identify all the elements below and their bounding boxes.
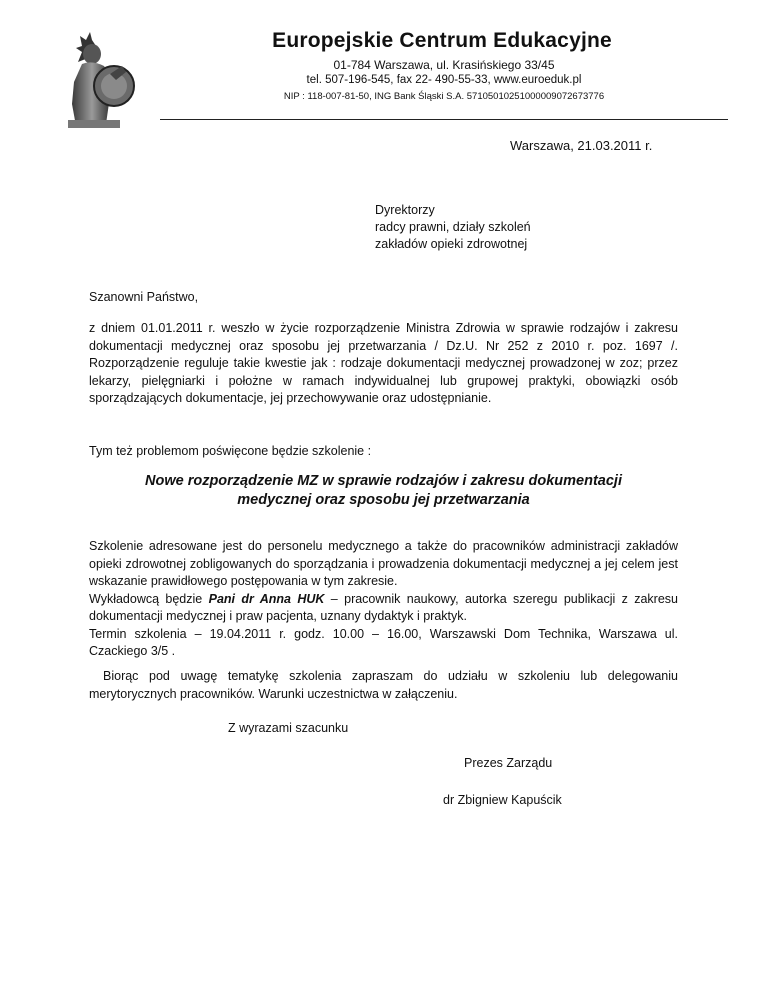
lecturer-name: Pani dr Anna HUK [208, 591, 325, 606]
header-address: 01-784 Warszawa, ul. Krasińskiego 33/45 [333, 58, 555, 72]
schedule-text: Termin szkolenia – 19.04.2011 r. godz. 10.00 – 16.00, Warszawski Dom Technika, Warszawa ul. Czackiego 3/5 . [89, 626, 678, 658]
training-title-line: medycznej oraz sposobu jej przetwarzania [237, 492, 530, 508]
paragraph-training-details [89, 538, 678, 661]
signatory-title: Prezes Zarządu [464, 756, 553, 770]
header-divider [160, 119, 728, 120]
letter-date: Warszawa, 21.03.2011 r. [510, 138, 653, 153]
recipient-line: zakładów opieki zdrowotnej [375, 237, 528, 251]
closing-phrase: Z wyrazami szacunku [228, 721, 349, 735]
lecturer-description: – pracownik naukowy, autorka szeregu publikacji z zakresu dokumentacji medycznej i praw pacjenta, uznany dydaktyk i praktyk. [89, 591, 678, 623]
lecturer-prefix: Wykładowcą będzie [89, 591, 209, 606]
paragraph-invitation: Biorąc pod uwagę tematykę szkolenia zapraszam do udziału w szkoleniu lub delegowaniu merytorycznych pracowników. Warunki uczestnictwa w załączeniu. [89, 669, 678, 701]
audience-text: Szkolenie adresowane jest do personelu medycznego a także do pracowników administracji zakładów opieki zdrowotnej zobligowanych do sporządzania i prowadzenia dokumentacji medycznej a jej celem jest wskazanie prawidłowego postępowania w tym zakresie. [89, 539, 678, 588]
recipient-block [375, 202, 531, 253]
training-title [89, 472, 678, 510]
header-bank-details: NIP : 118-007-81-50, ING Bank Śląski S.A. 57105010251000009072673776 [283, 91, 605, 102]
training-title-line: Nowe rozporządzenie MZ w sprawie rodzajów i zakresu dokumentacji [145, 473, 622, 489]
signatory-name: dr Zbigniew Kapuścik [443, 793, 562, 807]
greeting: Szanowni Państwo, [89, 290, 199, 304]
organization-name: Europejskie Centrum Edukacyjne [272, 29, 612, 52]
recipient-line: Dyrektorzy [375, 203, 435, 217]
paragraph-training-intro: Tym też problemom poświęcone będzie szkolenie : [89, 444, 372, 458]
header-contact: tel. 507-196-545, fax 22- 490-55-33, www.euroeduk.pl [306, 74, 582, 86]
recipient-line: radcy prawni, działy szkoleń [375, 220, 531, 234]
paragraph-regulation: z dniem 01.01.2011 r. weszło w życie rozporządzenie Ministra Zdrowia w sprawie rodzajów i zakresu dokumentacji medycznej oraz sposobu jej przetwarzania / Dz.U. Nr 252 z 2010 r. poz. 1697 /. Rozporządzenie reguluje takie kwestie jak : rodzaje dokumentacji medycznej prowadzonej w zoz; przez lekarzy, pielęgniarki i położne w ramach indywidualnej lub grupowej praktyki, obowiązki osób sporządzających dokumentacje, jej przechowywanie oraz udostępnianie. [89, 321, 678, 405]
